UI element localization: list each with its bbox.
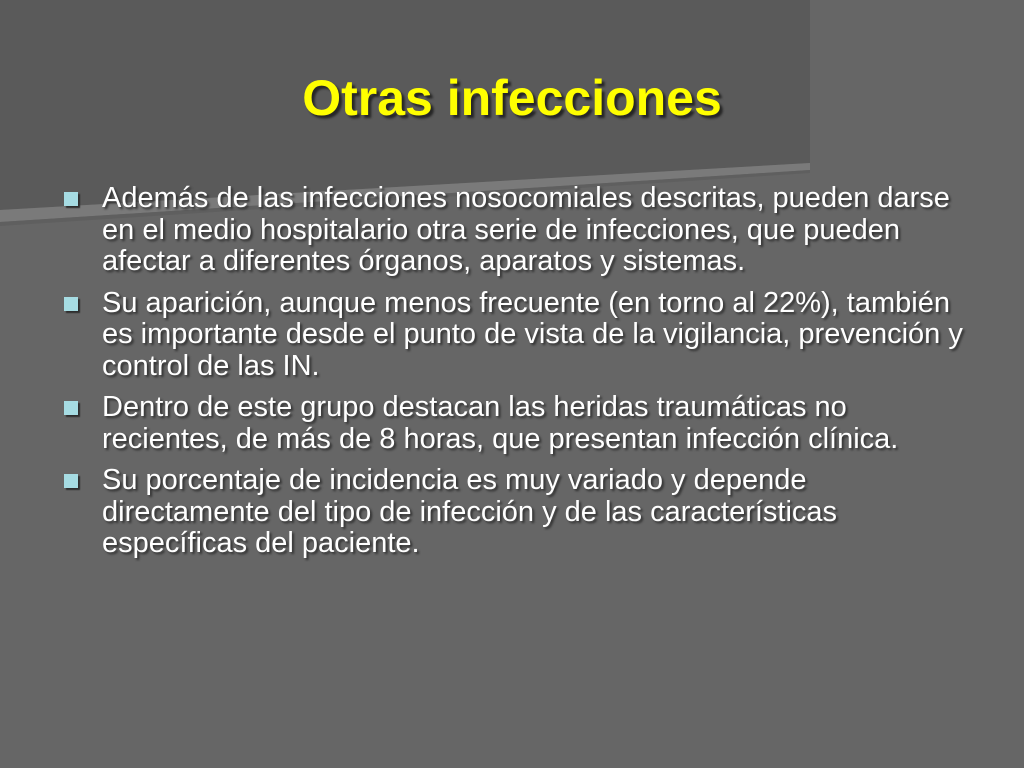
bullet-text: Además de las infecciones nosocomiales descritas, pueden darse en el medio hospitalario otra serie de infecciones, que pueden afectar a diferentes órganos, aparatos y sistemas.	[102, 182, 950, 277]
bullet-list	[62, 183, 972, 570]
square-bullet-icon	[64, 474, 78, 488]
square-bullet-icon	[64, 297, 78, 311]
bullet-item	[62, 288, 972, 383]
slide-title: Otras infecciones	[302, 70, 722, 126]
square-bullet-icon	[64, 401, 78, 415]
bullet-item	[62, 465, 972, 560]
bullet-text: Dentro de este grupo destacan las heridas traumáticas no recientes, de más de 8 horas, que presentan infección clínica.	[102, 391, 899, 455]
bullet-item	[62, 392, 972, 455]
bullet-text: Su porcentaje de incidencia es muy variado y depende directamente del tipo de infección y de las características específicas del paciente.	[102, 464, 838, 559]
bullet-item	[62, 183, 972, 278]
square-bullet-icon	[64, 192, 78, 206]
bullet-text: Su aparición, aunque menos frecuente (en torno al 22%), también es importante desde el punto de vista de la vigilancia, prevención y control de las IN.	[102, 286, 963, 382]
